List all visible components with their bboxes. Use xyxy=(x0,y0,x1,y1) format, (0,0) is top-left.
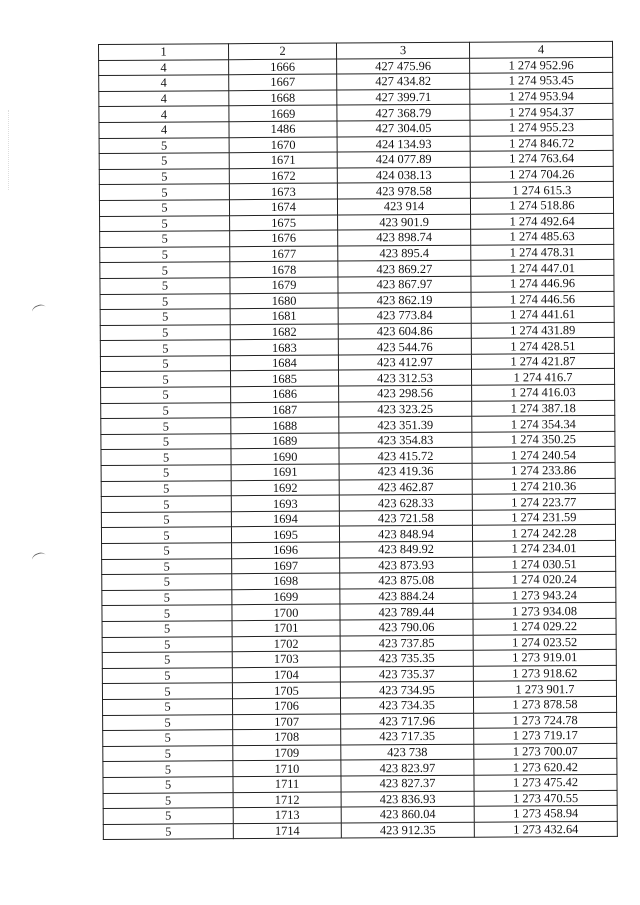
y-coordinate-cell: 1 274 518.86 xyxy=(470,197,613,213)
x-coordinate-cell: 423 789.44 xyxy=(340,604,473,620)
y-coordinate-cell: 1 273 878.58 xyxy=(473,696,616,712)
x-coordinate-cell: 423 415.72 xyxy=(339,448,472,464)
y-coordinate-cell: 1 274 704.26 xyxy=(470,166,613,182)
x-coordinate-cell: 423 351.39 xyxy=(339,416,472,432)
point-number-cell: 1713 xyxy=(233,807,341,823)
column-header-2: 2 xyxy=(229,43,337,59)
y-coordinate-cell: 1 274 955.23 xyxy=(470,119,613,135)
point-number-cell: 1709 xyxy=(233,745,341,761)
point-number-cell: 1704 xyxy=(232,667,340,683)
x-coordinate-cell: 423 544.76 xyxy=(338,339,471,355)
x-coordinate-cell: 423 734.95 xyxy=(340,682,473,698)
y-coordinate-cell: 1 274 446.56 xyxy=(471,291,614,307)
y-coordinate-cell: 1 273 918.62 xyxy=(473,665,616,681)
x-coordinate-cell: 423 298.56 xyxy=(339,385,472,401)
x-coordinate-cell: 423 898.74 xyxy=(338,229,471,245)
contour-number-cell: 5 xyxy=(101,496,231,512)
y-coordinate-cell: 1 274 953.94 xyxy=(470,88,613,104)
contour-number-cell: 5 xyxy=(103,761,233,777)
point-number-cell: 1695 xyxy=(231,526,339,542)
contour-number-cell: 5 xyxy=(100,262,230,278)
point-number-cell: 1691 xyxy=(231,464,339,480)
y-coordinate-cell: 1 274 354.34 xyxy=(472,416,615,432)
contour-number-cell: 4 xyxy=(99,59,229,75)
x-coordinate-cell: 424 134.93 xyxy=(337,136,470,152)
x-coordinate-cell: 423 884.24 xyxy=(340,588,473,604)
y-coordinate-cell: 1 274 428.51 xyxy=(471,338,614,354)
y-coordinate-cell: 1 273 620.42 xyxy=(474,759,617,775)
point-number-cell: 1682 xyxy=(230,324,338,340)
y-coordinate-cell: 1 274 387.18 xyxy=(472,400,615,416)
point-number-cell: 1681 xyxy=(230,308,338,324)
x-coordinate-cell: 423 717.35 xyxy=(341,728,474,744)
contour-number-cell: 5 xyxy=(101,387,231,403)
contour-number-cell: 5 xyxy=(102,621,232,637)
x-coordinate-cell: 423 604.86 xyxy=(338,323,471,339)
contour-number-cell: 5 xyxy=(100,309,230,325)
y-coordinate-cell: 1 274 763.64 xyxy=(470,151,613,167)
x-coordinate-cell: 423 978.58 xyxy=(337,183,470,199)
point-number-cell: 1703 xyxy=(232,651,340,667)
column-header-3: 3 xyxy=(336,42,469,58)
x-coordinate-cell: 423 836.93 xyxy=(341,791,474,807)
x-coordinate-cell: 423 735.37 xyxy=(340,666,473,682)
x-coordinate-cell: 423 827.37 xyxy=(341,775,474,791)
contour-number-cell: 5 xyxy=(101,512,231,528)
contour-number-cell: 5 xyxy=(102,683,232,699)
x-coordinate-cell: 424 077.89 xyxy=(337,151,470,167)
point-number-cell: 1678 xyxy=(230,261,338,277)
x-coordinate-cell: 423 735.35 xyxy=(340,650,473,666)
point-number-cell: 1707 xyxy=(233,714,341,730)
contour-number-cell: 4 xyxy=(99,106,229,122)
contour-number-cell: 5 xyxy=(102,605,232,621)
point-number-cell: 1705 xyxy=(232,682,340,698)
contour-number-cell: 5 xyxy=(99,153,229,169)
y-coordinate-cell: 1 273 470.55 xyxy=(474,790,617,806)
point-number-cell: 1694 xyxy=(231,511,339,527)
y-coordinate-cell: 1 274 953.45 xyxy=(470,73,613,89)
column-header-4: 4 xyxy=(469,41,612,57)
y-coordinate-cell: 1 274 447.01 xyxy=(471,260,614,276)
x-coordinate-cell: 423 901.9 xyxy=(338,214,471,230)
point-number-cell: 1688 xyxy=(231,417,339,433)
contour-number-cell: 5 xyxy=(101,480,231,496)
x-coordinate-cell: 423 862.19 xyxy=(338,292,471,308)
point-number-cell: 1669 xyxy=(229,105,337,121)
binding-hole-mark xyxy=(31,551,47,564)
contour-number-cell: 5 xyxy=(100,246,230,262)
x-coordinate-cell: 423 790.06 xyxy=(340,619,473,635)
y-coordinate-cell: 1 274 446.96 xyxy=(471,275,614,291)
x-coordinate-cell: 427 434.82 xyxy=(337,73,470,89)
contour-number-cell: 5 xyxy=(102,589,232,605)
point-number-cell: 1700 xyxy=(232,604,340,620)
point-number-cell: 1671 xyxy=(229,152,337,168)
x-coordinate-cell: 423 323.25 xyxy=(339,401,472,417)
contour-number-cell: 5 xyxy=(101,402,231,418)
contour-number-cell: 5 xyxy=(101,418,231,434)
x-coordinate-cell: 423 823.97 xyxy=(341,760,474,776)
point-number-cell: 1683 xyxy=(230,339,338,355)
x-coordinate-cell: 423 914 xyxy=(337,198,470,214)
point-number-cell: 1673 xyxy=(229,183,337,199)
y-coordinate-cell: 1 274 416.03 xyxy=(472,384,615,400)
y-coordinate-cell: 1 273 700.07 xyxy=(474,743,617,759)
contour-number-cell: 5 xyxy=(102,667,232,683)
contour-number-cell: 5 xyxy=(99,168,229,184)
y-coordinate-cell: 1 273 719.17 xyxy=(474,727,617,743)
point-number-cell: 1679 xyxy=(230,277,338,293)
x-coordinate-cell: 423 462.87 xyxy=(339,479,472,495)
contour-number-cell: 4 xyxy=(99,90,229,106)
contour-number-cell: 5 xyxy=(103,714,233,730)
x-coordinate-cell: 423 867.97 xyxy=(338,276,471,292)
contour-number-cell: 5 xyxy=(100,340,230,356)
contour-number-cell: 5 xyxy=(99,137,229,153)
x-coordinate-cell: 423 873.93 xyxy=(340,557,473,573)
x-coordinate-cell: 427 475.96 xyxy=(337,58,470,74)
x-coordinate-cell: 423 869.27 xyxy=(338,261,471,277)
x-coordinate-cell: 423 419.36 xyxy=(339,463,472,479)
x-coordinate-cell: 424 038.13 xyxy=(337,167,470,183)
contour-number-cell: 5 xyxy=(99,184,229,200)
x-coordinate-cell: 427 368.79 xyxy=(337,105,470,121)
x-coordinate-cell: 423 734.35 xyxy=(340,697,473,713)
contour-number-cell: 5 xyxy=(102,574,232,590)
point-number-cell: 1670 xyxy=(229,137,337,153)
y-coordinate-cell: 1 274 240.54 xyxy=(472,447,615,463)
contour-number-cell: 5 xyxy=(103,823,233,839)
y-coordinate-cell: 1 274 615.3 xyxy=(470,182,613,198)
point-number-cell: 1711 xyxy=(233,776,341,792)
y-coordinate-cell: 1 274 242.28 xyxy=(472,525,615,541)
contour-number-cell: 5 xyxy=(103,792,233,808)
x-coordinate-cell: 423 354.83 xyxy=(339,432,472,448)
contour-number-cell: 5 xyxy=(100,231,230,247)
x-coordinate-cell: 427 304.05 xyxy=(337,120,470,136)
point-number-cell: 1690 xyxy=(231,448,339,464)
contour-number-cell: 5 xyxy=(100,278,230,294)
point-number-cell: 1666 xyxy=(229,59,337,75)
point-number-cell: 1702 xyxy=(232,636,340,652)
contour-number-cell: 5 xyxy=(101,527,231,543)
y-coordinate-cell: 1 273 901.7 xyxy=(473,681,616,697)
contour-number-cell: 5 xyxy=(101,449,231,465)
x-coordinate-cell: 423 860.04 xyxy=(341,806,474,822)
table-body xyxy=(99,57,618,840)
point-number-cell: 1687 xyxy=(231,402,339,418)
contour-number-cell: 5 xyxy=(102,558,232,574)
point-number-cell: 1701 xyxy=(232,620,340,636)
y-coordinate-cell: 1 273 919.01 xyxy=(473,650,616,666)
point-number-cell: 1697 xyxy=(232,558,340,574)
scan-artifact xyxy=(8,110,10,190)
contour-number-cell: 5 xyxy=(99,200,229,216)
y-coordinate-cell: 1 273 475.42 xyxy=(474,774,617,790)
point-number-cell: 1677 xyxy=(230,246,338,262)
y-coordinate-cell: 1 273 458.94 xyxy=(474,805,617,821)
contour-number-cell: 5 xyxy=(103,777,233,793)
point-number-cell: 1712 xyxy=(233,792,341,808)
y-coordinate-cell: 1 273 943.24 xyxy=(473,587,616,603)
x-coordinate-cell: 423 848.94 xyxy=(339,526,472,542)
point-number-cell: 1684 xyxy=(230,355,338,371)
y-coordinate-cell: 1 274 492.64 xyxy=(471,213,614,229)
point-number-cell: 1696 xyxy=(232,542,340,558)
y-coordinate-cell: 1 274 478.31 xyxy=(471,244,614,260)
point-number-cell: 1692 xyxy=(231,480,339,496)
y-coordinate-cell: 1 274 954.37 xyxy=(470,104,613,120)
y-coordinate-cell: 1 273 724.78 xyxy=(474,712,617,728)
table-row xyxy=(103,821,617,840)
coordinates-table xyxy=(98,41,618,840)
contour-number-cell: 5 xyxy=(101,371,231,387)
point-number-cell: 1672 xyxy=(229,168,337,184)
x-coordinate-cell: 423 773.84 xyxy=(338,307,471,323)
x-coordinate-cell: 423 737.85 xyxy=(340,635,473,651)
x-coordinate-cell: 423 875.08 xyxy=(340,572,473,588)
y-coordinate-cell: 1 274 846.72 xyxy=(470,135,613,151)
point-number-cell: 1685 xyxy=(231,371,339,387)
x-coordinate-cell: 423 721.58 xyxy=(339,510,472,526)
y-coordinate-cell: 1 274 210.36 xyxy=(472,478,615,494)
point-number-cell: 1710 xyxy=(233,760,341,776)
point-number-cell: 1698 xyxy=(232,573,340,589)
point-number-cell: 1693 xyxy=(231,495,339,511)
point-number-cell: 1674 xyxy=(229,199,337,215)
contour-number-cell: 5 xyxy=(103,745,233,761)
x-coordinate-cell: 423 895.4 xyxy=(338,245,471,261)
point-number-cell: 1486 xyxy=(229,121,337,137)
y-coordinate-cell: 1 274 416.7 xyxy=(471,369,614,385)
contour-number-cell: 5 xyxy=(102,652,232,668)
contour-number-cell: 5 xyxy=(102,636,232,652)
y-coordinate-cell: 1 274 023.52 xyxy=(473,634,616,650)
y-coordinate-cell: 1 274 030.51 xyxy=(473,556,616,572)
y-coordinate-cell: 1 274 234.01 xyxy=(473,540,616,556)
y-coordinate-cell: 1 274 223.77 xyxy=(472,494,615,510)
point-number-cell: 1676 xyxy=(230,230,338,246)
x-coordinate-cell: 423 738 xyxy=(341,744,474,760)
contour-number-cell: 5 xyxy=(103,699,233,715)
point-number-cell: 1689 xyxy=(231,433,339,449)
contour-number-cell: 5 xyxy=(100,293,230,309)
contour-number-cell: 4 xyxy=(99,122,229,138)
point-number-cell: 1680 xyxy=(230,293,338,309)
y-coordinate-cell: 1 274 952.96 xyxy=(470,57,613,73)
x-coordinate-cell: 423 717.96 xyxy=(341,713,474,729)
contour-number-cell: 5 xyxy=(102,543,232,559)
x-coordinate-cell: 423 849.92 xyxy=(340,541,473,557)
y-coordinate-cell: 1 274 441.61 xyxy=(471,306,614,322)
x-coordinate-cell: 427 399.71 xyxy=(337,89,470,105)
point-number-cell: 1699 xyxy=(232,589,340,605)
contour-number-cell: 5 xyxy=(100,215,230,231)
contour-number-cell: 5 xyxy=(103,730,233,746)
contour-number-cell: 5 xyxy=(101,465,231,481)
contour-number-cell: 5 xyxy=(101,434,231,450)
point-number-cell: 1667 xyxy=(229,74,337,90)
point-number-cell: 1714 xyxy=(233,823,341,839)
point-number-cell: 1706 xyxy=(233,698,341,714)
y-coordinate-cell: 1 274 421.87 xyxy=(471,353,614,369)
y-coordinate-cell: 1 274 020.24 xyxy=(473,572,616,588)
y-coordinate-cell: 1 274 231.59 xyxy=(472,509,615,525)
point-number-cell: 1686 xyxy=(231,386,339,402)
y-coordinate-cell: 1 274 233.86 xyxy=(472,462,615,478)
point-number-cell: 1708 xyxy=(233,729,341,745)
contour-number-cell: 4 xyxy=(99,75,229,91)
x-coordinate-cell: 423 628.33 xyxy=(339,494,472,510)
y-coordinate-cell: 1 274 350.25 xyxy=(472,431,615,447)
point-number-cell: 1675 xyxy=(230,215,338,231)
x-coordinate-cell: 423 412.97 xyxy=(338,354,471,370)
contour-number-cell: 5 xyxy=(100,324,230,340)
column-header-1: 1 xyxy=(99,44,229,60)
y-coordinate-cell: 1 273 934.08 xyxy=(473,603,616,619)
y-coordinate-cell: 1 274 431.89 xyxy=(471,322,614,338)
binding-hole-mark xyxy=(31,303,47,316)
y-coordinate-cell: 1 273 432.64 xyxy=(474,821,617,837)
contour-number-cell: 5 xyxy=(103,808,233,824)
x-coordinate-cell: 423 312.53 xyxy=(338,370,471,386)
y-coordinate-cell: 1 274 029.22 xyxy=(473,618,616,634)
y-coordinate-cell: 1 274 485.63 xyxy=(471,228,614,244)
x-coordinate-cell: 423 912.35 xyxy=(341,822,474,838)
point-number-cell: 1668 xyxy=(229,90,337,106)
contour-number-cell: 5 xyxy=(100,356,230,372)
